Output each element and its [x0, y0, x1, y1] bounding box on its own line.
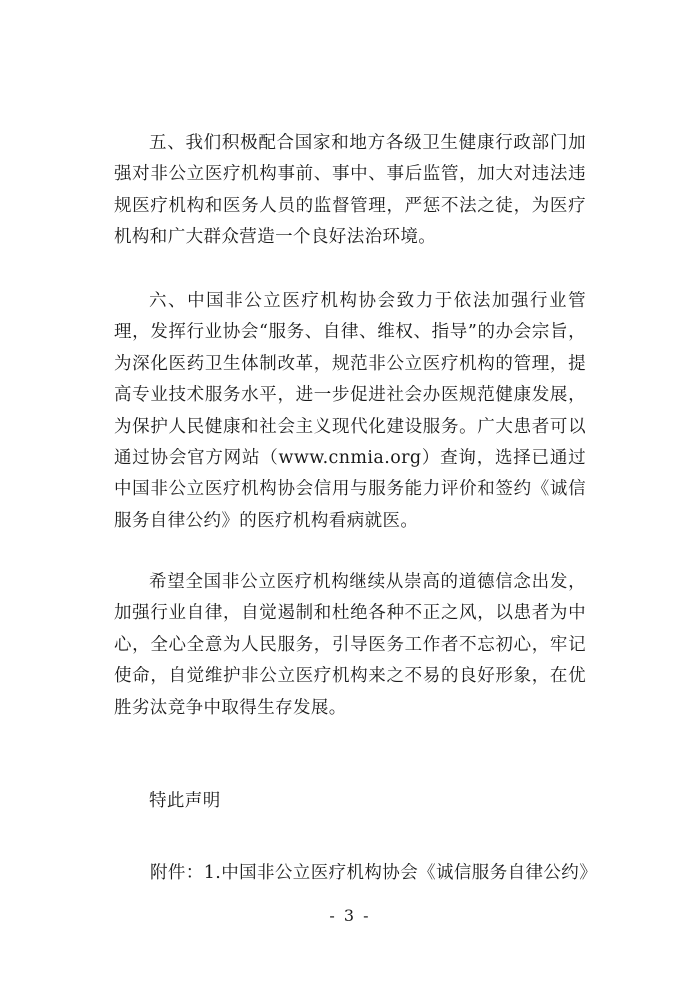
attachment-line: 附件：1.中国非公立医疗机构协会《诚信服务自律公约》 [150, 863, 598, 883]
paragraph-5: 五、我们积极配合国家和地方各级卫生健康行政部门加强对非公立医疗机构事前、事中、事后监管，加大对违法违规医疗机构和医务人员的监督管理，严惩不法之徒，为医疗机构和广大群众营造一个良好法治环境。 [114, 133, 586, 248]
page-number: - 3 - [329, 906, 371, 925]
paragraph-hope: 希望全国非公立医疗机构继续从崇高的道德信念出发，加强行业自律，自觉遏制和杜绝各种不正之风，以患者为中心，全心全意为人民服务，引导医务工作者不忘初心，牢记使命，自觉维护非公立医疗机构来之不易的良好形象，在优胜劣汰竞争中取得生存发展。 [114, 572, 586, 718]
paragraph-6: 六、中国非公立医疗机构协会致力于依法加强行业管理，发挥行业协会“服务、自律、维权、指导”的办会宗旨，为深化医药卫生体制改革，规范非公立医疗机构的管理，提高专业技术服务水平，进一步促进社会办医规范健康发展，为保护人民健康和社会主义现代化建设服务。广大患者可以通过协会官方网站（www.cnmia.org）查询，选择已通过中国非公立医疗机构协会信用与服务能力评价和签约《诚信服务自律公约》的医疗机构看病就医。 [114, 291, 586, 531]
closing-statement: 特此声明 [149, 791, 221, 811]
